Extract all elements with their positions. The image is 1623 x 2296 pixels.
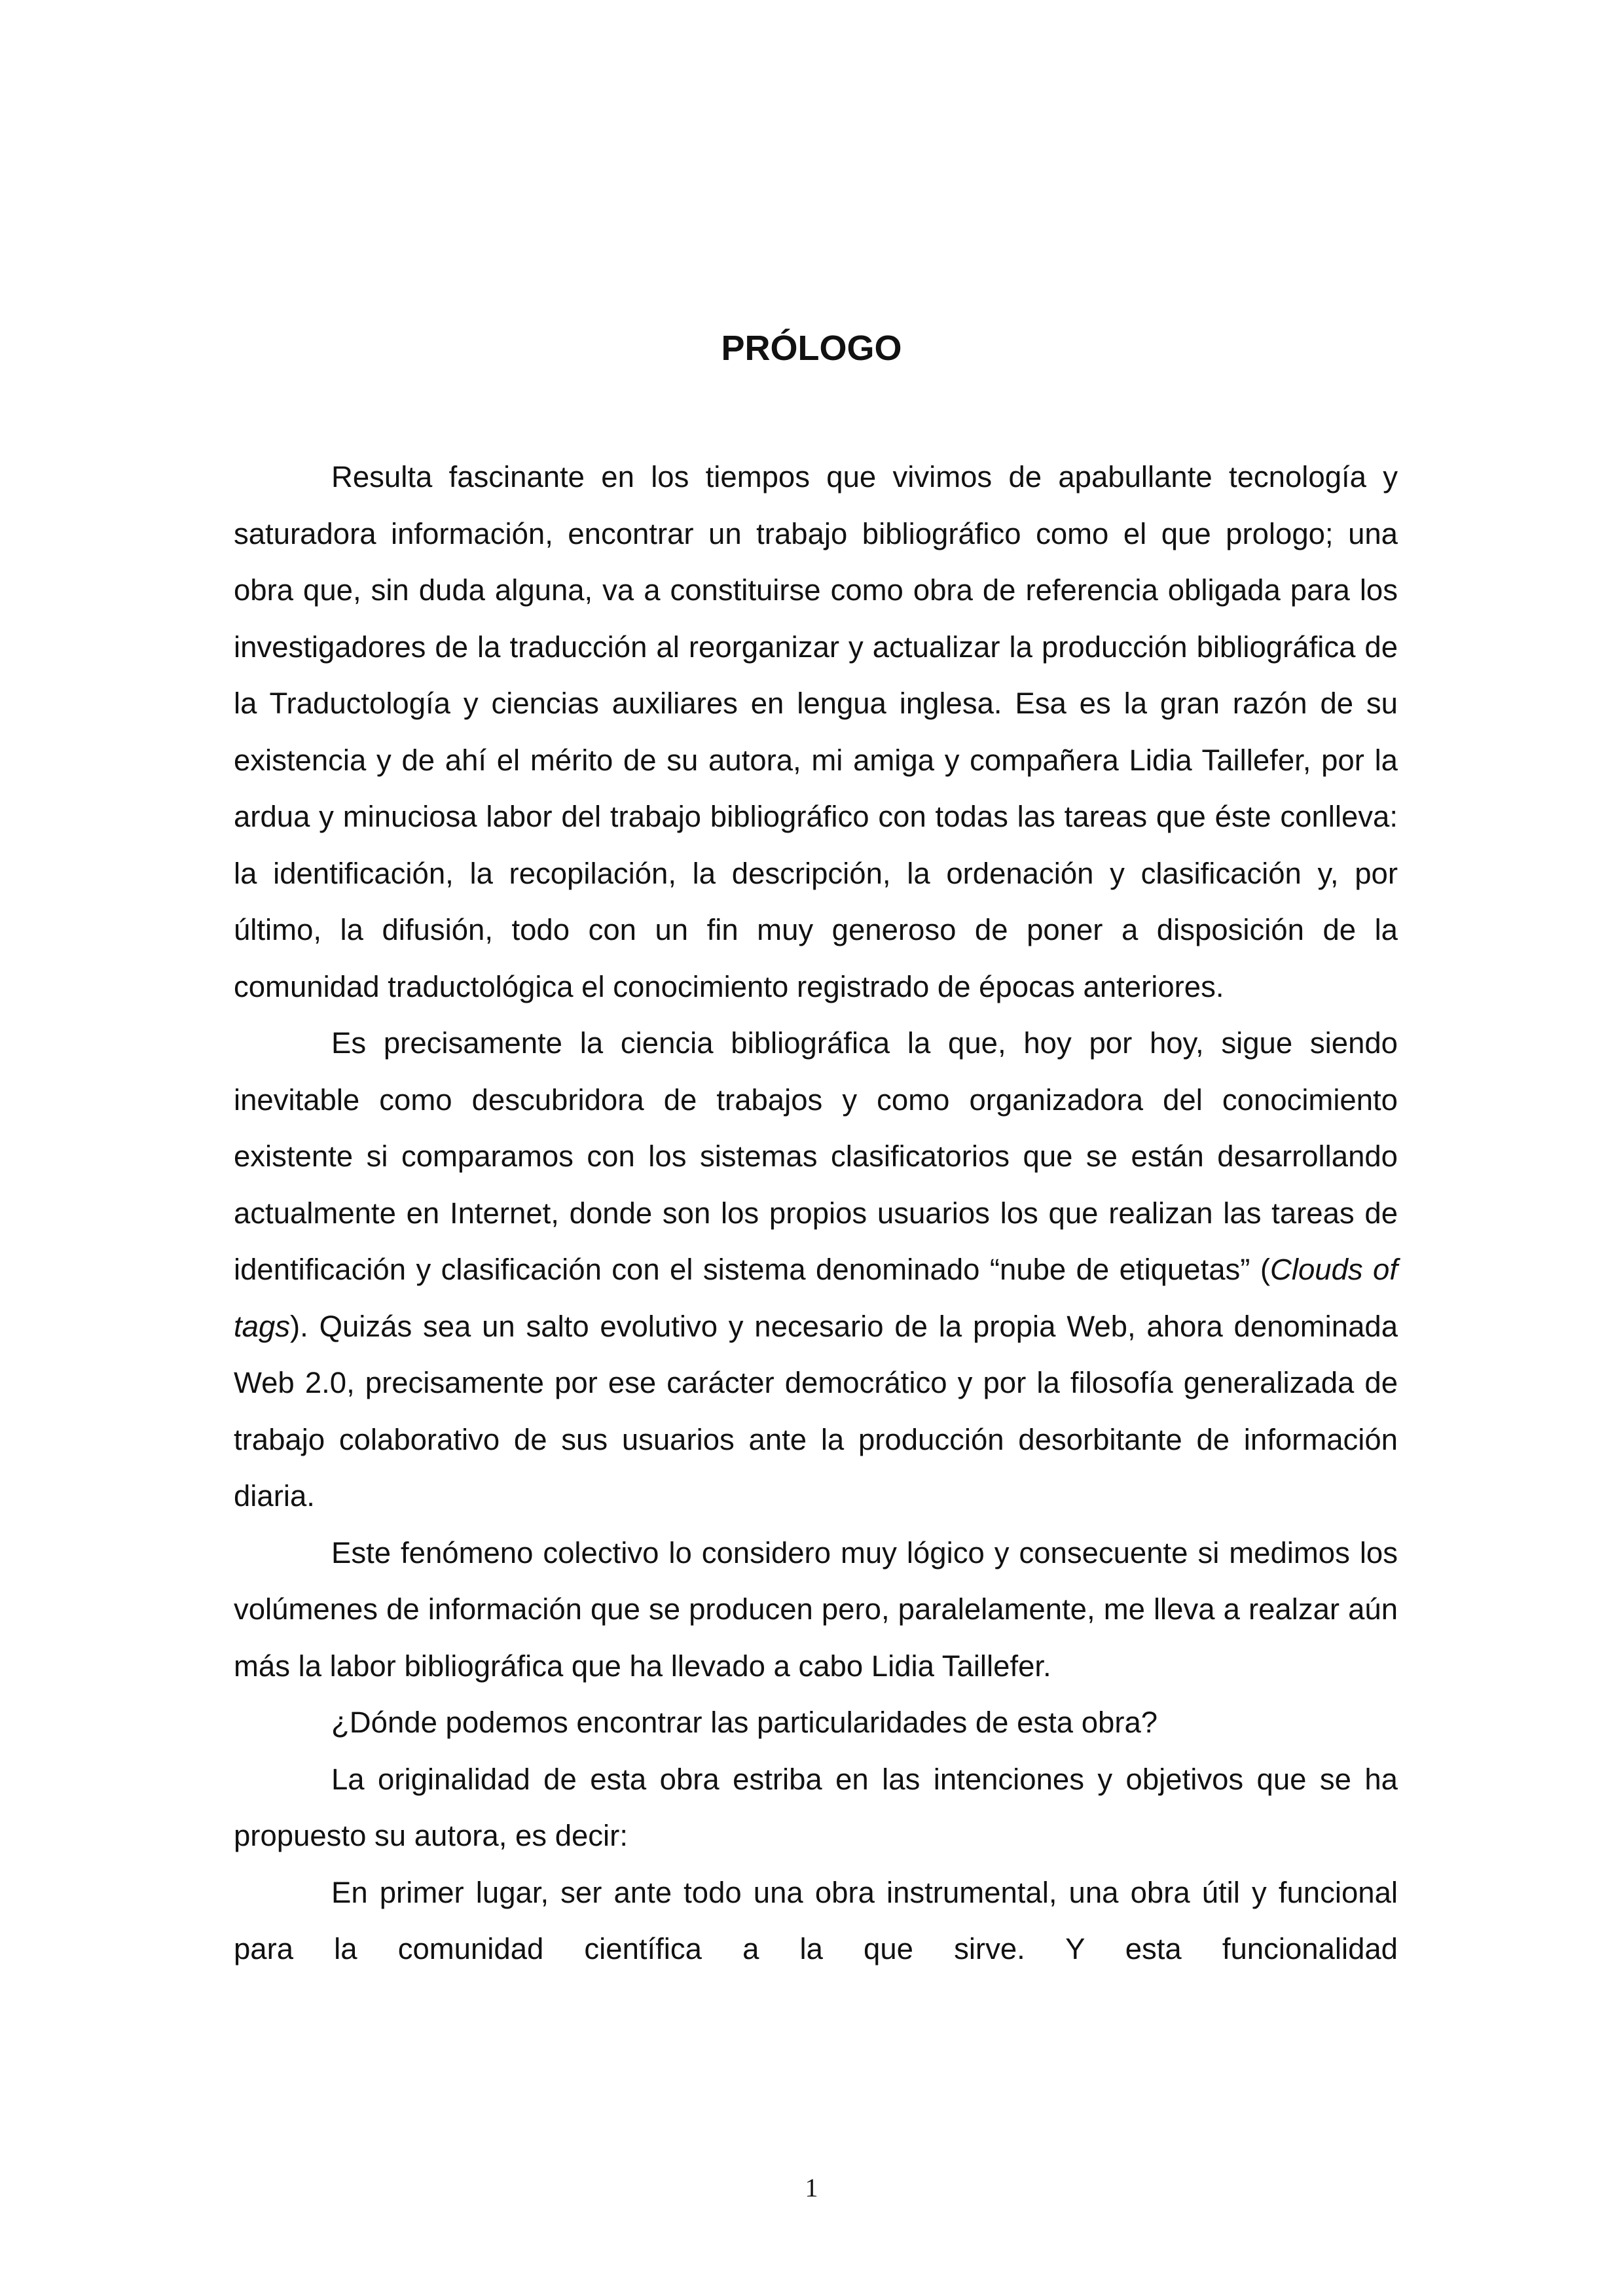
- paragraph-6: En primer lugar, ser ante todo una obra instrumental, una obra útil y funcional para la comunidad científica a la que sirve. Y esta funcionalidad: [234, 1875, 1398, 1965]
- body-text: [234, 449, 1398, 1978]
- paragraph-1: Resulta fascinante en los tiempos que vivimos de apabullante tecnología y saturadora información, encontrar un trabajo bibliográfico como el que prologo; una obra que, sin duda alguna, va a constituirse como obra de referencia obligada para los investigadores de la traducción al reorganizar y actualizar la producción bibliográfica de la Traductología y ciencias auxiliares en lengua inglesa. Esa es la gran razón de su existencia y de ahí el mérito de su autora, mi amiga y compañera Lidia Taillefer, por la ardua y minuciosa labor del trabajo bibliográfico con todas las tareas que éste conlleva: la identificación, la recopilación, la descripción, la ordenación y clasificación y, por último, la difusión, todo con un fin muy generoso de poner a disposición de la comunidad traductológica el conocimiento registrado de épocas anteriores.: [234, 460, 1398, 1003]
- paragraph-3: Este fenómeno colectivo lo considero muy lógico y consecuente si medimos los volúmenes de información que se producen pero, paralelamente, me lleva a realzar aún más la labor bibliográfica que ha llevado a cabo Lidia Taillefer.: [234, 1535, 1398, 1683]
- paragraph-2-text-after: ). Quizás sea un salto evolutivo y necesario de la propia Web, ahora denominada Web 2.0, precisamente por ese carácter democrático y por la filosofía generalizada de trabajo colaborativo de sus usuarios ante la producción desorbitante de información diaria.: [234, 1309, 1398, 1513]
- paragraph-2-italic-term: Clouds of tags: [234, 1253, 1398, 1343]
- page-number: 1: [805, 2173, 818, 2202]
- page-title: PRÓLOGO: [721, 329, 902, 368]
- paragraph-5: La originalidad de esta obra estriba en las intenciones y objetivos que se ha propuesto su autora, es decir:: [234, 1762, 1398, 1852]
- paragraph-4: ¿Dónde podemos encontrar las particularidades de esta obra?: [331, 1706, 1158, 1739]
- paragraph-2-text-before: Es precisamente la ciencia bibliográfica la que, hoy por hoy, sigue siendo inevitable como descubridora de trabajos y como organizadora del conocimiento existente si comparamos con los sistemas clasificatorios que se están desarrollando actualmente en Internet, donde son los propios usuarios los que realizan las tareas de identificación y clasificación con el sistema denominado “nube de etiquetas” (: [234, 1026, 1398, 1286]
- paragraph-2: [234, 1015, 1398, 1525]
